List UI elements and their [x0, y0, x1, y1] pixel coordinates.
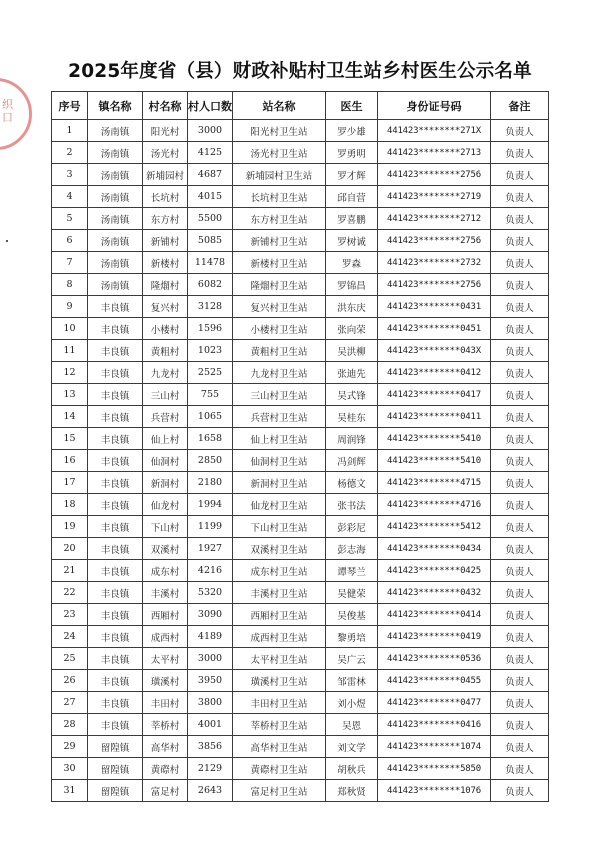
cell-index: 13 [52, 384, 88, 406]
cell-village: 黄磜村 [143, 758, 188, 780]
cell-doctor: 冯剑辉 [326, 450, 378, 472]
cell-remarks: 负责人 [491, 186, 549, 208]
cell-remarks: 负责人 [491, 450, 549, 472]
table-row [52, 252, 549, 274]
cell-doctor: 杨德文 [326, 472, 378, 494]
cell-index: 24 [52, 626, 88, 648]
cell-remarks: 负责人 [491, 406, 549, 428]
cell-remarks: 负责人 [491, 626, 549, 648]
cell-doctor: 罗锦昌 [326, 274, 378, 296]
cell-station: 富足村卫生站 [233, 780, 326, 802]
cell-id-number: 441423********2756 [378, 274, 491, 296]
cell-remarks: 负责人 [491, 604, 549, 626]
cell-town: 丰良镇 [88, 340, 143, 362]
cell-town: 丰良镇 [88, 626, 143, 648]
cell-village: 成西村 [143, 626, 188, 648]
cell-population: 3950 [188, 670, 233, 692]
cell-station: 新铺村卫生站 [233, 230, 326, 252]
cell-village: 小楼村 [143, 318, 188, 340]
cell-village: 长坑村 [143, 186, 188, 208]
cell-village: 三山村 [143, 384, 188, 406]
cell-index: 9 [52, 296, 88, 318]
table-row [52, 406, 549, 428]
cell-village: 新楼村 [143, 252, 188, 274]
cell-station: 复兴村卫生站 [233, 296, 326, 318]
header-town: 镇名称 [88, 92, 143, 120]
cell-index: 25 [52, 648, 88, 670]
cell-population: 2129 [188, 758, 233, 780]
cell-index: 5 [52, 208, 88, 230]
cell-town: 丰良镇 [88, 648, 143, 670]
cell-population: 1927 [188, 538, 233, 560]
table-row [52, 670, 549, 692]
table-row [52, 736, 549, 758]
table-header-row [52, 92, 549, 120]
cell-doctor: 邱自营 [326, 186, 378, 208]
cell-id-number: 441423********5410 [378, 450, 491, 472]
cell-id-number: 441423********2732 [378, 252, 491, 274]
header-index: 序号 [52, 92, 88, 120]
cell-population: 755 [188, 384, 233, 406]
cell-remarks: 负责人 [491, 472, 549, 494]
cell-village: 双溪村 [143, 538, 188, 560]
cell-village: 丰田村 [143, 692, 188, 714]
cell-station: 小楼村卫生站 [233, 318, 326, 340]
cell-population: 4687 [188, 164, 233, 186]
table-row [52, 428, 549, 450]
cell-village: 西厢村 [143, 604, 188, 626]
cell-population: 1994 [188, 494, 233, 516]
cell-village: 黄粗村 [143, 340, 188, 362]
cell-town: 汤南镇 [88, 120, 143, 142]
cell-index: 6 [52, 230, 88, 252]
cell-doctor: 吴恩 [326, 714, 378, 736]
cell-id-number: 441423********4716 [378, 494, 491, 516]
cell-village: 汤光村 [143, 142, 188, 164]
cell-station: 西厢村卫生站 [233, 604, 326, 626]
cell-station: 仙上村卫生站 [233, 428, 326, 450]
doctor-list-table [51, 91, 549, 802]
cell-town: 汤南镇 [88, 142, 143, 164]
table-row [52, 340, 549, 362]
cell-station: 黄磜村卫生站 [233, 758, 326, 780]
cell-remarks: 负责人 [491, 296, 549, 318]
cell-village: 新埔园村 [143, 164, 188, 186]
cell-village: 下山村 [143, 516, 188, 538]
cell-id-number: 441423********0411 [378, 406, 491, 428]
header-village: 村名称 [143, 92, 188, 120]
header-doctor: 医生 [326, 92, 378, 120]
cell-town: 丰良镇 [88, 406, 143, 428]
cell-id-number: 441423********2719 [378, 186, 491, 208]
cell-remarks: 负责人 [491, 692, 549, 714]
cell-village: 仙洞村 [143, 450, 188, 472]
cell-doctor: 罗森 [326, 252, 378, 274]
cell-id-number: 441423********2756 [378, 230, 491, 252]
cell-station: 三山村卫生站 [233, 384, 326, 406]
cell-index: 19 [52, 516, 88, 538]
cell-village: 璜溪村 [143, 670, 188, 692]
cell-population: 3000 [188, 120, 233, 142]
table-row [52, 560, 549, 582]
cell-population: 3856 [188, 736, 233, 758]
cell-doctor: 黎勇培 [326, 626, 378, 648]
cell-id-number: 441423********1074 [378, 736, 491, 758]
cell-doctor: 吴式锋 [326, 384, 378, 406]
cell-town: 留隍镇 [88, 758, 143, 780]
cell-station: 阳光村卫生站 [233, 120, 326, 142]
table-row [52, 538, 549, 560]
cell-population: 6082 [188, 274, 233, 296]
cell-index: 26 [52, 670, 88, 692]
cell-doctor: 吴洪柳 [326, 340, 378, 362]
cell-id-number: 441423********5850 [378, 758, 491, 780]
cell-station: 成东村卫生站 [233, 560, 326, 582]
cell-index: 18 [52, 494, 88, 516]
cell-doctor: 罗才辉 [326, 164, 378, 186]
cell-remarks: 负责人 [491, 670, 549, 692]
cell-town: 丰良镇 [88, 450, 143, 472]
cell-doctor: 刘文学 [326, 736, 378, 758]
cell-id-number: 441423********271X [378, 120, 491, 142]
cell-village: 复兴村 [143, 296, 188, 318]
cell-doctor: 吴俊基 [326, 604, 378, 626]
cell-town: 丰良镇 [88, 296, 143, 318]
cell-id-number: 441423********2756 [378, 164, 491, 186]
cell-doctor: 谭琴兰 [326, 560, 378, 582]
cell-town: 留隍镇 [88, 780, 143, 802]
cell-id-number: 441423********0432 [378, 582, 491, 604]
cell-station: 双溪村卫生站 [233, 538, 326, 560]
cell-station: 下山村卫生站 [233, 516, 326, 538]
header-id-number: 身份证号码 [378, 92, 491, 120]
cell-station: 丰田村卫生站 [233, 692, 326, 714]
cell-doctor: 彭志海 [326, 538, 378, 560]
cell-index: 14 [52, 406, 88, 428]
cell-doctor: 罗少雄 [326, 120, 378, 142]
cell-population: 11478 [188, 252, 233, 274]
cell-id-number: 441423********0451 [378, 318, 491, 340]
cell-index: 3 [52, 164, 88, 186]
cell-town: 汤南镇 [88, 274, 143, 296]
cell-id-number: 441423********0412 [378, 362, 491, 384]
cell-village: 丰溪村 [143, 582, 188, 604]
table-row [52, 450, 549, 472]
cell-town: 丰良镇 [88, 384, 143, 406]
table-row [52, 208, 549, 230]
cell-id-number: 441423********5412 [378, 516, 491, 538]
table-row [52, 780, 549, 802]
table-row [52, 714, 549, 736]
cell-remarks: 负责人 [491, 714, 549, 736]
cell-town: 留隍镇 [88, 736, 143, 758]
cell-remarks: 负责人 [491, 318, 549, 340]
cell-population: 1065 [188, 406, 233, 428]
cell-id-number: 441423********0414 [378, 604, 491, 626]
cell-id-number: 441423********1076 [378, 780, 491, 802]
table-row [52, 626, 549, 648]
cell-town: 丰良镇 [88, 538, 143, 560]
cell-index: 17 [52, 472, 88, 494]
cell-village: 太平村 [143, 648, 188, 670]
cell-station: 莘桥村卫生站 [233, 714, 326, 736]
cell-doctor: 吴桂东 [326, 406, 378, 428]
cell-id-number: 441423********043X [378, 340, 491, 362]
cell-index: 8 [52, 274, 88, 296]
cell-town: 丰良镇 [88, 362, 143, 384]
cell-index: 15 [52, 428, 88, 450]
cell-town: 丰良镇 [88, 714, 143, 736]
cell-population: 4015 [188, 186, 233, 208]
cell-town: 汤南镇 [88, 208, 143, 230]
cell-id-number: 441423********2712 [378, 208, 491, 230]
cell-village: 高华村 [143, 736, 188, 758]
cell-station: 高华村卫生站 [233, 736, 326, 758]
cell-id-number: 441423********0416 [378, 714, 491, 736]
table-row [52, 164, 549, 186]
cell-village: 新铺村 [143, 230, 188, 252]
cell-index: 30 [52, 758, 88, 780]
cell-station: 黄粗村卫生站 [233, 340, 326, 362]
cell-id-number: 441423********0419 [378, 626, 491, 648]
cell-remarks: 负责人 [491, 494, 549, 516]
cell-doctor: 刘小煜 [326, 692, 378, 714]
header-population: 村人口数 [188, 92, 233, 120]
cell-population: 4216 [188, 560, 233, 582]
cell-station: 新楼村卫生站 [233, 252, 326, 274]
cell-population: 3800 [188, 692, 233, 714]
cell-remarks: 负责人 [491, 736, 549, 758]
header-remarks: 备注 [491, 92, 549, 120]
cell-index: 28 [52, 714, 88, 736]
table-row [52, 120, 549, 142]
cell-town: 丰良镇 [88, 472, 143, 494]
cell-doctor: 罗勇明 [326, 142, 378, 164]
cell-village: 成东村 [143, 560, 188, 582]
table-row [52, 648, 549, 670]
cell-population: 1023 [188, 340, 233, 362]
cell-index: 21 [52, 560, 88, 582]
table-row [52, 582, 549, 604]
cell-index: 1 [52, 120, 88, 142]
cell-town: 丰良镇 [88, 494, 143, 516]
table-row [52, 296, 549, 318]
cell-doctor: 张书法 [326, 494, 378, 516]
cell-id-number: 441423********0536 [378, 648, 491, 670]
cell-population: 4189 [188, 626, 233, 648]
table-row [52, 472, 549, 494]
cell-remarks: 负责人 [491, 274, 549, 296]
cell-index: 29 [52, 736, 88, 758]
cell-doctor: 周润锋 [326, 428, 378, 450]
page-title: 2025年度省（县）财政补贴村卫生站乡村医生公示名单 [68, 61, 532, 82]
cell-remarks: 负责人 [491, 780, 549, 802]
cell-id-number: 441423********0477 [378, 692, 491, 714]
cell-population: 5500 [188, 208, 233, 230]
cell-id-number: 441423********0431 [378, 296, 491, 318]
cell-village: 兵营村 [143, 406, 188, 428]
cell-index: 12 [52, 362, 88, 384]
cell-town: 汤南镇 [88, 164, 143, 186]
cell-index: 23 [52, 604, 88, 626]
table-row [52, 186, 549, 208]
table-row [52, 494, 549, 516]
cell-station: 新洞村卫生站 [233, 472, 326, 494]
cell-doctor: 彭彩尼 [326, 516, 378, 538]
cell-town: 丰良镇 [88, 670, 143, 692]
cell-remarks: 负责人 [491, 428, 549, 450]
table-row [52, 142, 549, 164]
table-row [52, 516, 549, 538]
cell-village: 阳光村 [143, 120, 188, 142]
cell-doctor: 郑秋贤 [326, 780, 378, 802]
cell-doctor: 胡秋兵 [326, 758, 378, 780]
cell-population: 2525 [188, 362, 233, 384]
cell-village: 隆熘村 [143, 274, 188, 296]
table-row [52, 604, 549, 626]
cell-station: 东方村卫生站 [233, 208, 326, 230]
table-row [52, 230, 549, 252]
cell-population: 2643 [188, 780, 233, 802]
cell-doctor: 吴广云 [326, 648, 378, 670]
cell-village: 东方村 [143, 208, 188, 230]
cell-id-number: 441423********2713 [378, 142, 491, 164]
cell-town: 丰良镇 [88, 318, 143, 340]
cell-remarks: 负责人 [491, 252, 549, 274]
cell-index: 4 [52, 186, 88, 208]
table-row [52, 758, 549, 780]
cell-doctor: 张迪先 [326, 362, 378, 384]
cell-station: 仙龙村卫生站 [233, 494, 326, 516]
cell-doctor: 罗喜鹏 [326, 208, 378, 230]
cell-index: 2 [52, 142, 88, 164]
cell-id-number: 441423********0425 [378, 560, 491, 582]
cell-village: 莘桥村 [143, 714, 188, 736]
cell-population: 3090 [188, 604, 233, 626]
cell-population: 2850 [188, 450, 233, 472]
cell-index: 27 [52, 692, 88, 714]
cell-id-number: 441423********0417 [378, 384, 491, 406]
cell-village: 仙龙村 [143, 494, 188, 516]
cell-station: 太平村卫生站 [233, 648, 326, 670]
cell-doctor: 罗树诚 [326, 230, 378, 252]
cell-index: 11 [52, 340, 88, 362]
cell-population: 2180 [188, 472, 233, 494]
cell-remarks: 负责人 [491, 560, 549, 582]
table-row [52, 318, 549, 340]
cell-remarks: 负责人 [491, 384, 549, 406]
cell-station: 新埔园村卫生站 [233, 164, 326, 186]
cell-station: 丰溪村卫生站 [233, 582, 326, 604]
cell-index: 10 [52, 318, 88, 340]
cell-population: 1199 [188, 516, 233, 538]
cell-station: 璜溪村卫生站 [233, 670, 326, 692]
cell-town: 丰良镇 [88, 582, 143, 604]
cell-remarks: 负责人 [491, 538, 549, 560]
cell-population: 4001 [188, 714, 233, 736]
cell-station: 汤光村卫生站 [233, 142, 326, 164]
cell-remarks: 负责人 [491, 142, 549, 164]
cell-station: 仙洞村卫生站 [233, 450, 326, 472]
cell-population: 5085 [188, 230, 233, 252]
cell-remarks: 负责人 [491, 208, 549, 230]
cell-index: 20 [52, 538, 88, 560]
cell-town: 丰良镇 [88, 560, 143, 582]
cell-village: 九龙村 [143, 362, 188, 384]
cell-doctor: 邹雷林 [326, 670, 378, 692]
cell-remarks: 负责人 [491, 120, 549, 142]
cell-remarks: 负责人 [491, 164, 549, 186]
cell-population: 4125 [188, 142, 233, 164]
cell-village: 新洞村 [143, 472, 188, 494]
cell-population: 1596 [188, 318, 233, 340]
seal-lettering: 织 口 [2, 98, 13, 124]
cell-population: 3128 [188, 296, 233, 318]
cell-remarks: 负责人 [491, 230, 549, 252]
cell-station: 九龙村卫生站 [233, 362, 326, 384]
cell-town: 丰良镇 [88, 516, 143, 538]
cell-population: 3000 [188, 648, 233, 670]
cell-index: 7 [52, 252, 88, 274]
cell-remarks: 负责人 [491, 758, 549, 780]
cell-town: 丰良镇 [88, 692, 143, 714]
cell-town: 丰良镇 [88, 604, 143, 626]
table-row [52, 384, 549, 406]
table-row [52, 692, 549, 714]
cell-index: 22 [52, 582, 88, 604]
cell-town: 丰良镇 [88, 428, 143, 450]
cell-id-number: 441423********0455 [378, 670, 491, 692]
cell-remarks: 负责人 [491, 340, 549, 362]
cell-remarks: 负责人 [491, 516, 549, 538]
header-station: 站名称 [233, 92, 326, 120]
cell-remarks: 负责人 [491, 582, 549, 604]
table-row [52, 274, 549, 296]
cell-id-number: 441423********5410 [378, 428, 491, 450]
cell-town: 汤南镇 [88, 230, 143, 252]
cell-remarks: 负责人 [491, 648, 549, 670]
cell-station: 长坑村卫生站 [233, 186, 326, 208]
cell-population: 5320 [188, 582, 233, 604]
cell-index: 31 [52, 780, 88, 802]
table-row [52, 362, 549, 384]
cell-index: 16 [52, 450, 88, 472]
cell-id-number: 441423********4715 [378, 472, 491, 494]
cell-population: 1658 [188, 428, 233, 450]
cell-doctor: 洪东庆 [326, 296, 378, 318]
cell-doctor: 张向荣 [326, 318, 378, 340]
cell-station: 兵营村卫生站 [233, 406, 326, 428]
cell-town: 汤南镇 [88, 252, 143, 274]
cell-village: 富足村 [143, 780, 188, 802]
cell-village: 仙上村 [143, 428, 188, 450]
cell-station: 隆熘村卫生站 [233, 274, 326, 296]
cell-remarks: 负责人 [491, 362, 549, 384]
cell-id-number: 441423********0434 [378, 538, 491, 560]
cell-station: 成西村卫生站 [233, 626, 326, 648]
scan-speck [6, 240, 8, 242]
cell-town: 汤南镇 [88, 186, 143, 208]
cell-doctor: 吴健荣 [326, 582, 378, 604]
